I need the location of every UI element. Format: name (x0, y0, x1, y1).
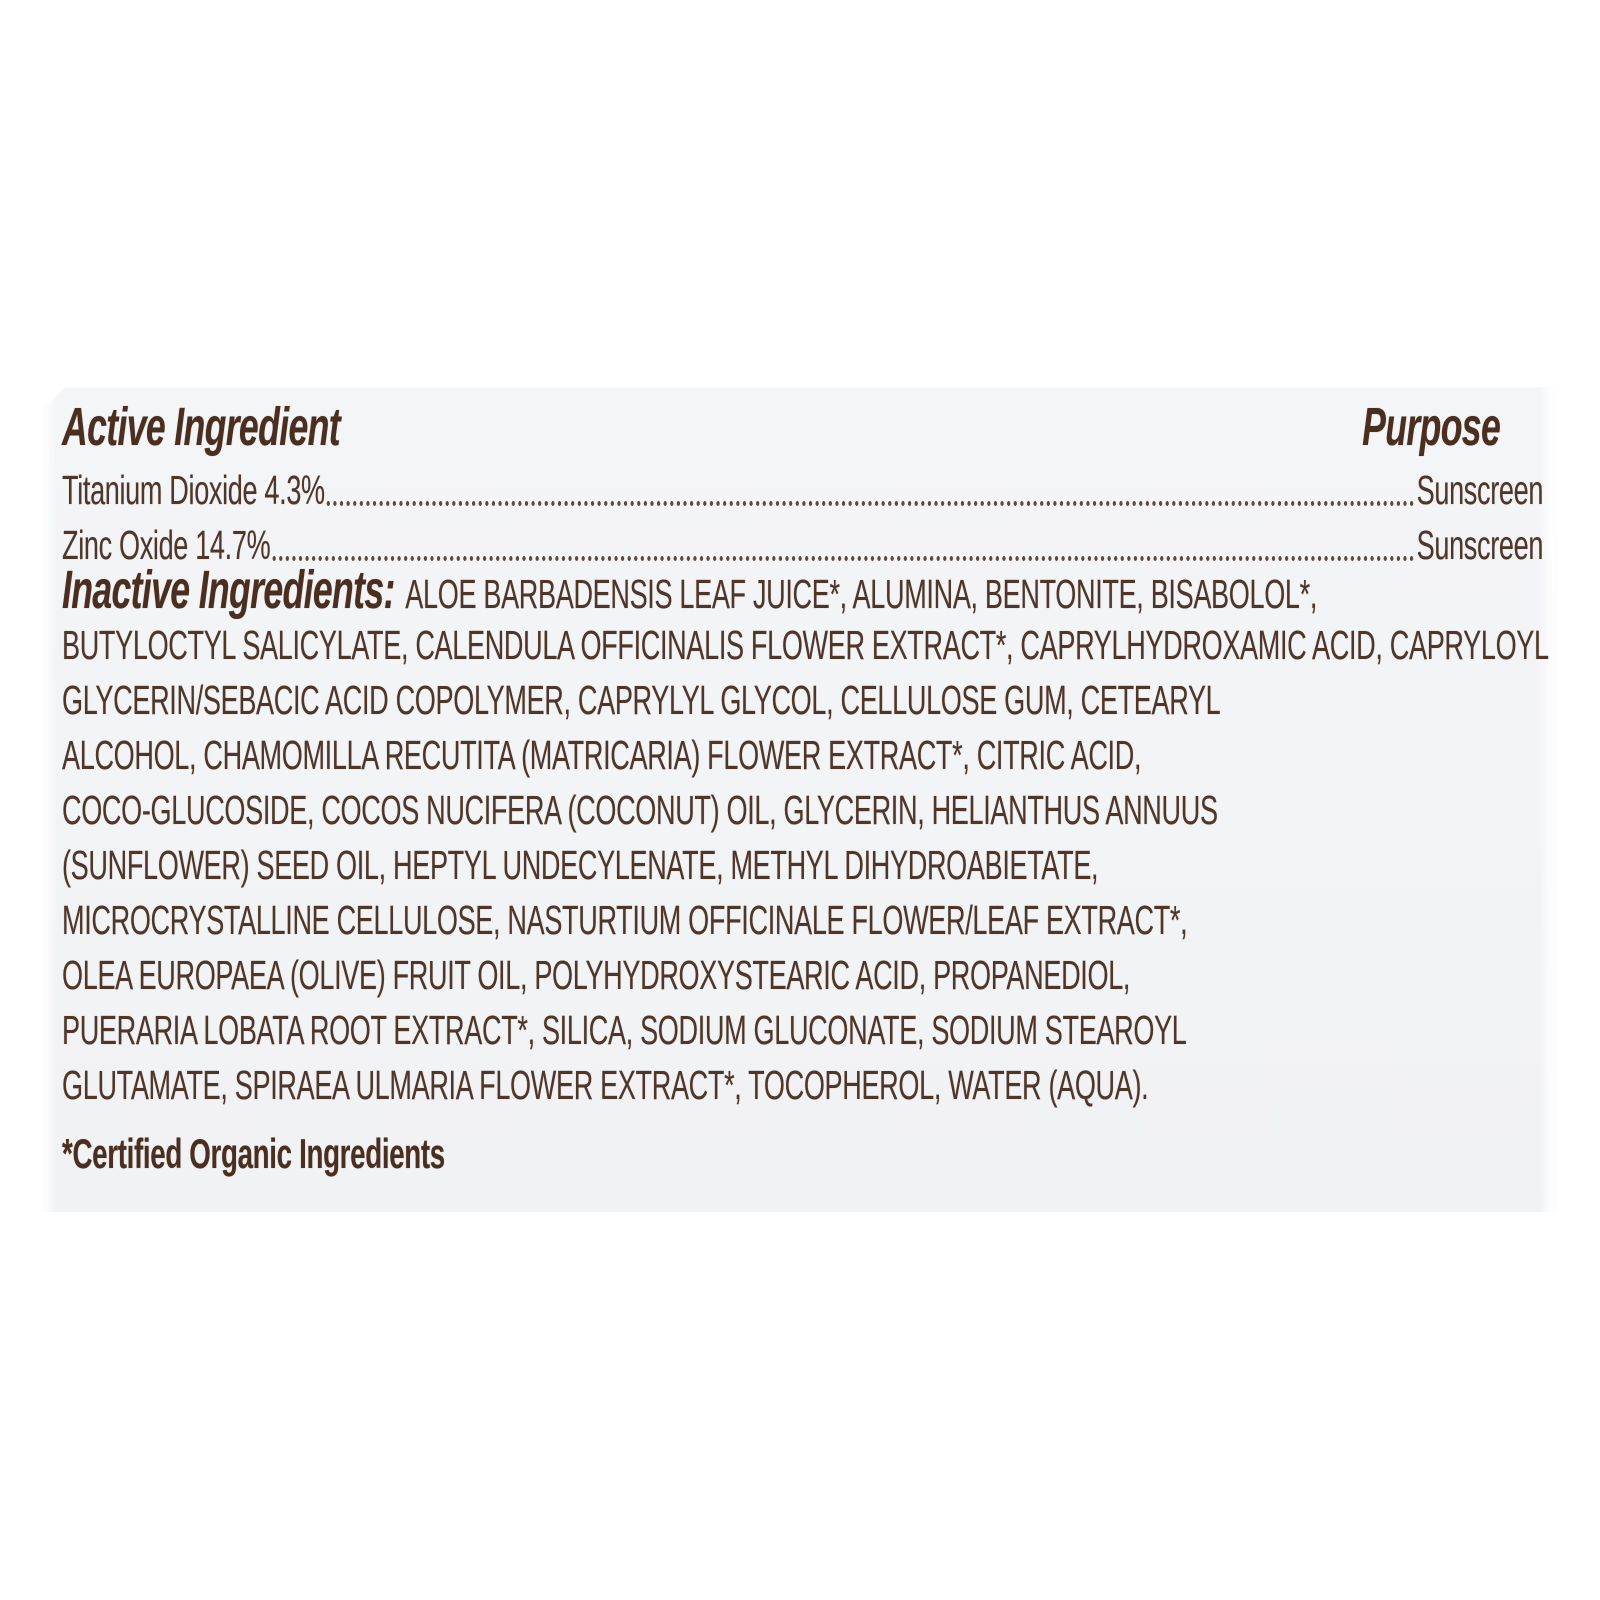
inactive-ingredients-text: ALOE BARBADENSIS LEAF JUICE*, ALUMINA, BENTONITE, BISABOLOL*, (405, 571, 1318, 617)
inactive-ingredients-line: GLUTAMATE, SPIRAEA ULMARIA FLOWER EXTRACT*, TOCOPHEROL, WATER (AQUA). (62, 1062, 1149, 1108)
inactive-ingredients-line: COCO-GLUCOSIDE, COCOS NUCIFERA (COCONUT) OIL, GLYCERIN, HELIANTHUS ANNUUS (62, 787, 1218, 833)
ingredient-name: Titanium Dioxide 4.3% (62, 467, 325, 513)
ingredient-purpose: Sunscreen (1416, 522, 1544, 568)
inactive-ingredients-paragraph (62, 560, 1549, 1113)
inactive-ingredients-line: BUTYLOCTYL SALICYLATE, CALENDULA OFFICINALIS FLOWER EXTRACT*, CAPRYLHYDROXAMIC ACID, CAPRYLOYL (62, 622, 1549, 668)
active-ingredient-row-titanium-dioxide (62, 463, 1543, 518)
ingredients-label-panel (42, 387, 1558, 1212)
ingredient-name: Zinc Oxide 14.7% (62, 522, 271, 568)
inactive-ingredients-line (62, 560, 1549, 620)
dotted-leader (327, 501, 1415, 506)
inactive-ingredients-line: (SUNFLOWER) SEED OIL, HEPTYL UNDECYLENATE, METHYL DIHYDROABIETATE, (62, 842, 1099, 888)
dotted-leader (272, 556, 1414, 561)
ingredient-purpose: Sunscreen (1416, 467, 1544, 513)
purpose-heading: Purpose (1362, 397, 1501, 457)
inactive-ingredients-line: GLYCERIN/SEBACIC ACID COPOLYMER, CAPRYLYL GLYCOL, CELLULOSE GUM, CETEARYL (62, 677, 1221, 723)
inactive-ingredients-heading: Inactive Ingredients: (62, 560, 395, 620)
inactive-ingredients-line: MICROCRYSTALLINE CELLULOSE, NASTURTIUM OFFICINALE FLOWER/LEAF EXTRACT*, (62, 897, 1188, 943)
active-ingredient-heading: Active Ingredient (62, 397, 340, 457)
inactive-ingredients-line: ALCOHOL, CHAMOMILLA RECUTITA (MATRICARIA) FLOWER EXTRACT*, CITRIC ACID, (62, 732, 1142, 778)
certified-organic-footnote: *Certified Organic Ingredients (62, 1130, 445, 1177)
inactive-ingredients-line: OLEA EUROPAEA (OLIVE) FRUIT OIL, POLYHYDROXYSTEARIC ACID, PROPANEDIOL, (62, 952, 1131, 998)
active-ingredient-header-row (62, 397, 1543, 457)
inactive-ingredients-line: PUERARIA LOBATA ROOT EXTRACT*, SILICA, SODIUM GLUCONATE, SODIUM STEAROYL (62, 1007, 1187, 1053)
